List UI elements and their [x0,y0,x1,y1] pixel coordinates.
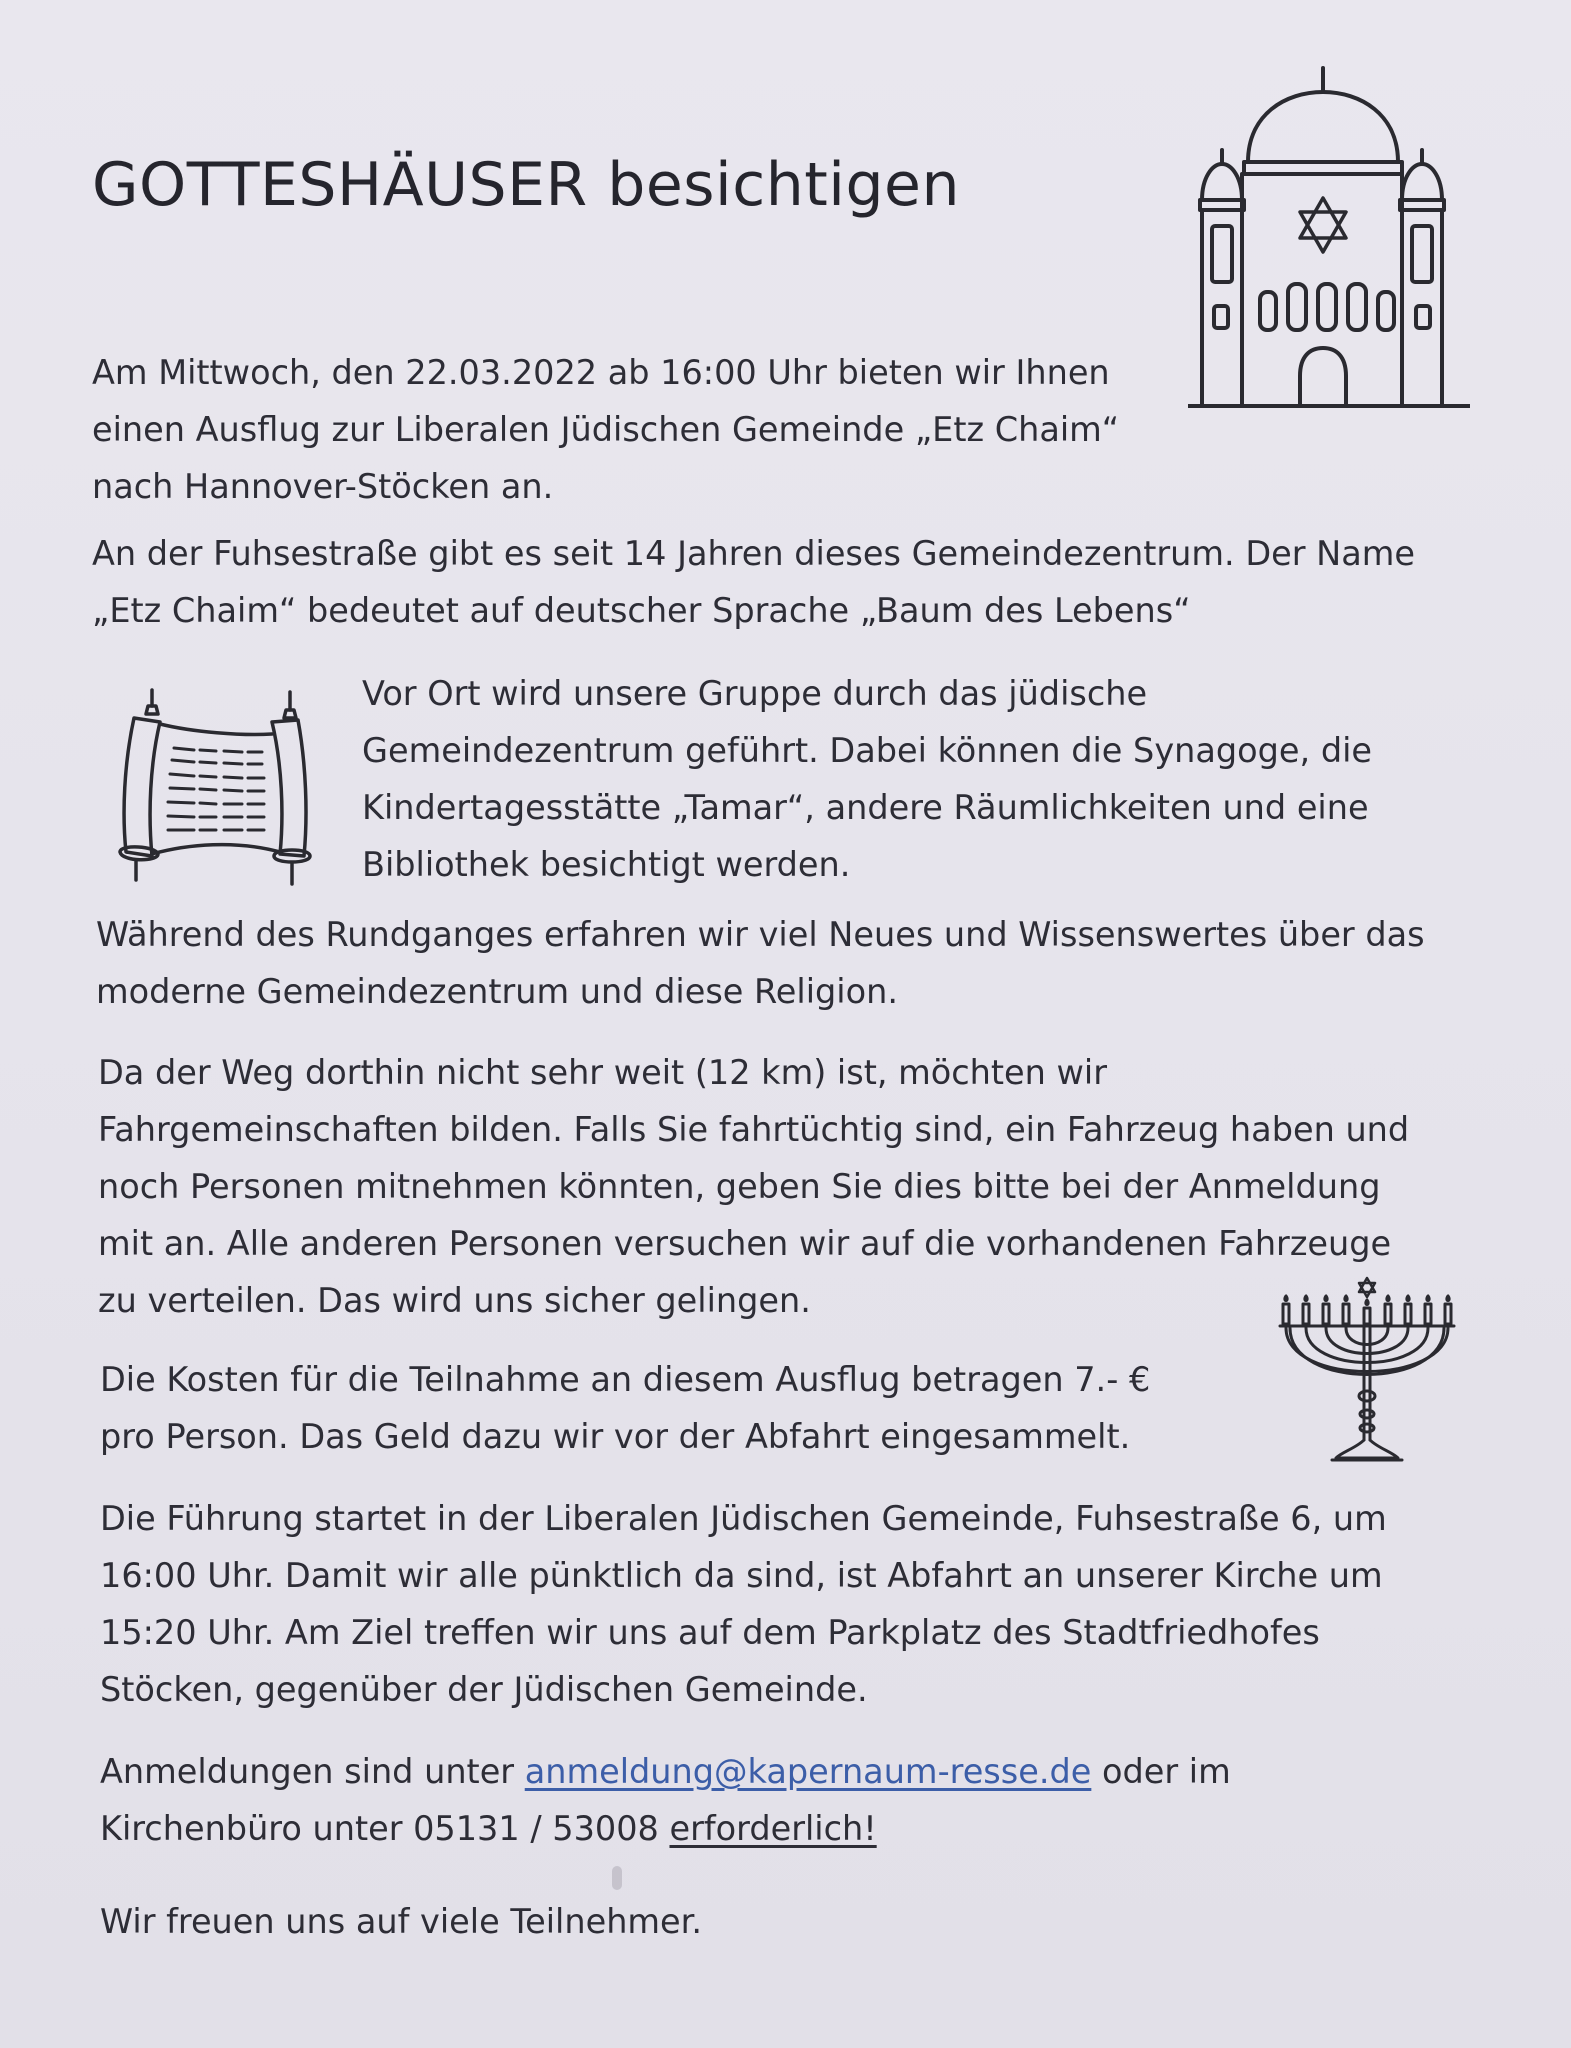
synagogue-icon [1188,66,1470,410]
intro-paragraph: Am Mittwoch, den 22.03.2022 ab 16:00 Uhr bieten wir Ihnen einen Ausflug zur Liberalen Jüdischen Gemeinde „Etz Chaim“ nach Hannover-Stöcken an. [92,353,1120,506]
registration-email-link[interactable]: anmeldung@kapernaum-resse.de [524,1752,1092,1791]
tour-content-paragraph: Während des Rundganges erfahren wir viel Neues und Wissenswertes über das moderne Gemeindezentrum und diese Religion. [96,915,1425,1011]
required-note: erforderlich! [669,1809,877,1848]
torah-scroll-icon [112,684,318,890]
page-title: GOTTESHÄUSER besichtigen [92,150,960,220]
closing-paragraph: Wir freuen uns auf viele Teilnehmer. [100,1902,703,1941]
name-meaning-paragraph: An der Fuhsestraße gibt es seit 14 Jahren dieses Gemeindezentrum. Der Name „Etz Chaim“ bedeutet auf deutscher Sprache „Baum des Lebens“ [92,534,1415,630]
paper-mark [612,1866,622,1890]
menorah-icon [1276,1276,1458,1466]
registration-paragraph: Anmeldungen sind unter anmeldung@kapernaum-resse.de oder im Kirchenbüro unter 05131 / 53008 erforderlich! [100,1752,1231,1848]
schedule-paragraph: Die Führung startet in der Liberalen Jüdischen Gemeinde, Fuhsestraße 6, um 16:00 Uhr. Damit wir alle pünktlich da sind, ist Abfahrt an unserer Kirche um 15:20 Uhr. Am Ziel treffen wir uns auf dem Parkplatz des Stadtfriedhofes Stöcken, gegenüber der Jüdischen Gemeinde. [100,1499,1387,1709]
cost-paragraph: Die Kosten für die Teilnahme an diesem Ausflug betragen 7.- € pro Person. Das Geld dazu wir vor der Abfahrt eingesammelt. [100,1360,1151,1456]
carpool-paragraph: Da der Weg dorthin nicht sehr weit (12 km) ist, möchten wir Fahrgemeinschaften bilden. Falls Sie fahrtüchtig sind, ein Fahrzeug haben und noch Personen mitnehmen könnten, geben Sie dies bitte bei der Anmeldung mit an. Alle anderen Personen versuchen wir auf die vorhandenen Fahrzeuge zu verteilen. Das wird uns sicher gelingen. [98,1053,1410,1320]
tour-paragraph: Vor Ort wird unsere Gruppe durch das jüdische Gemeindezentrum geführt. Dabei können die Synagoge, die Kindertagesstätte „Tamar“, andere Räumlichkeiten und eine Bibliothek besichtigt werden. [362,674,1373,884]
